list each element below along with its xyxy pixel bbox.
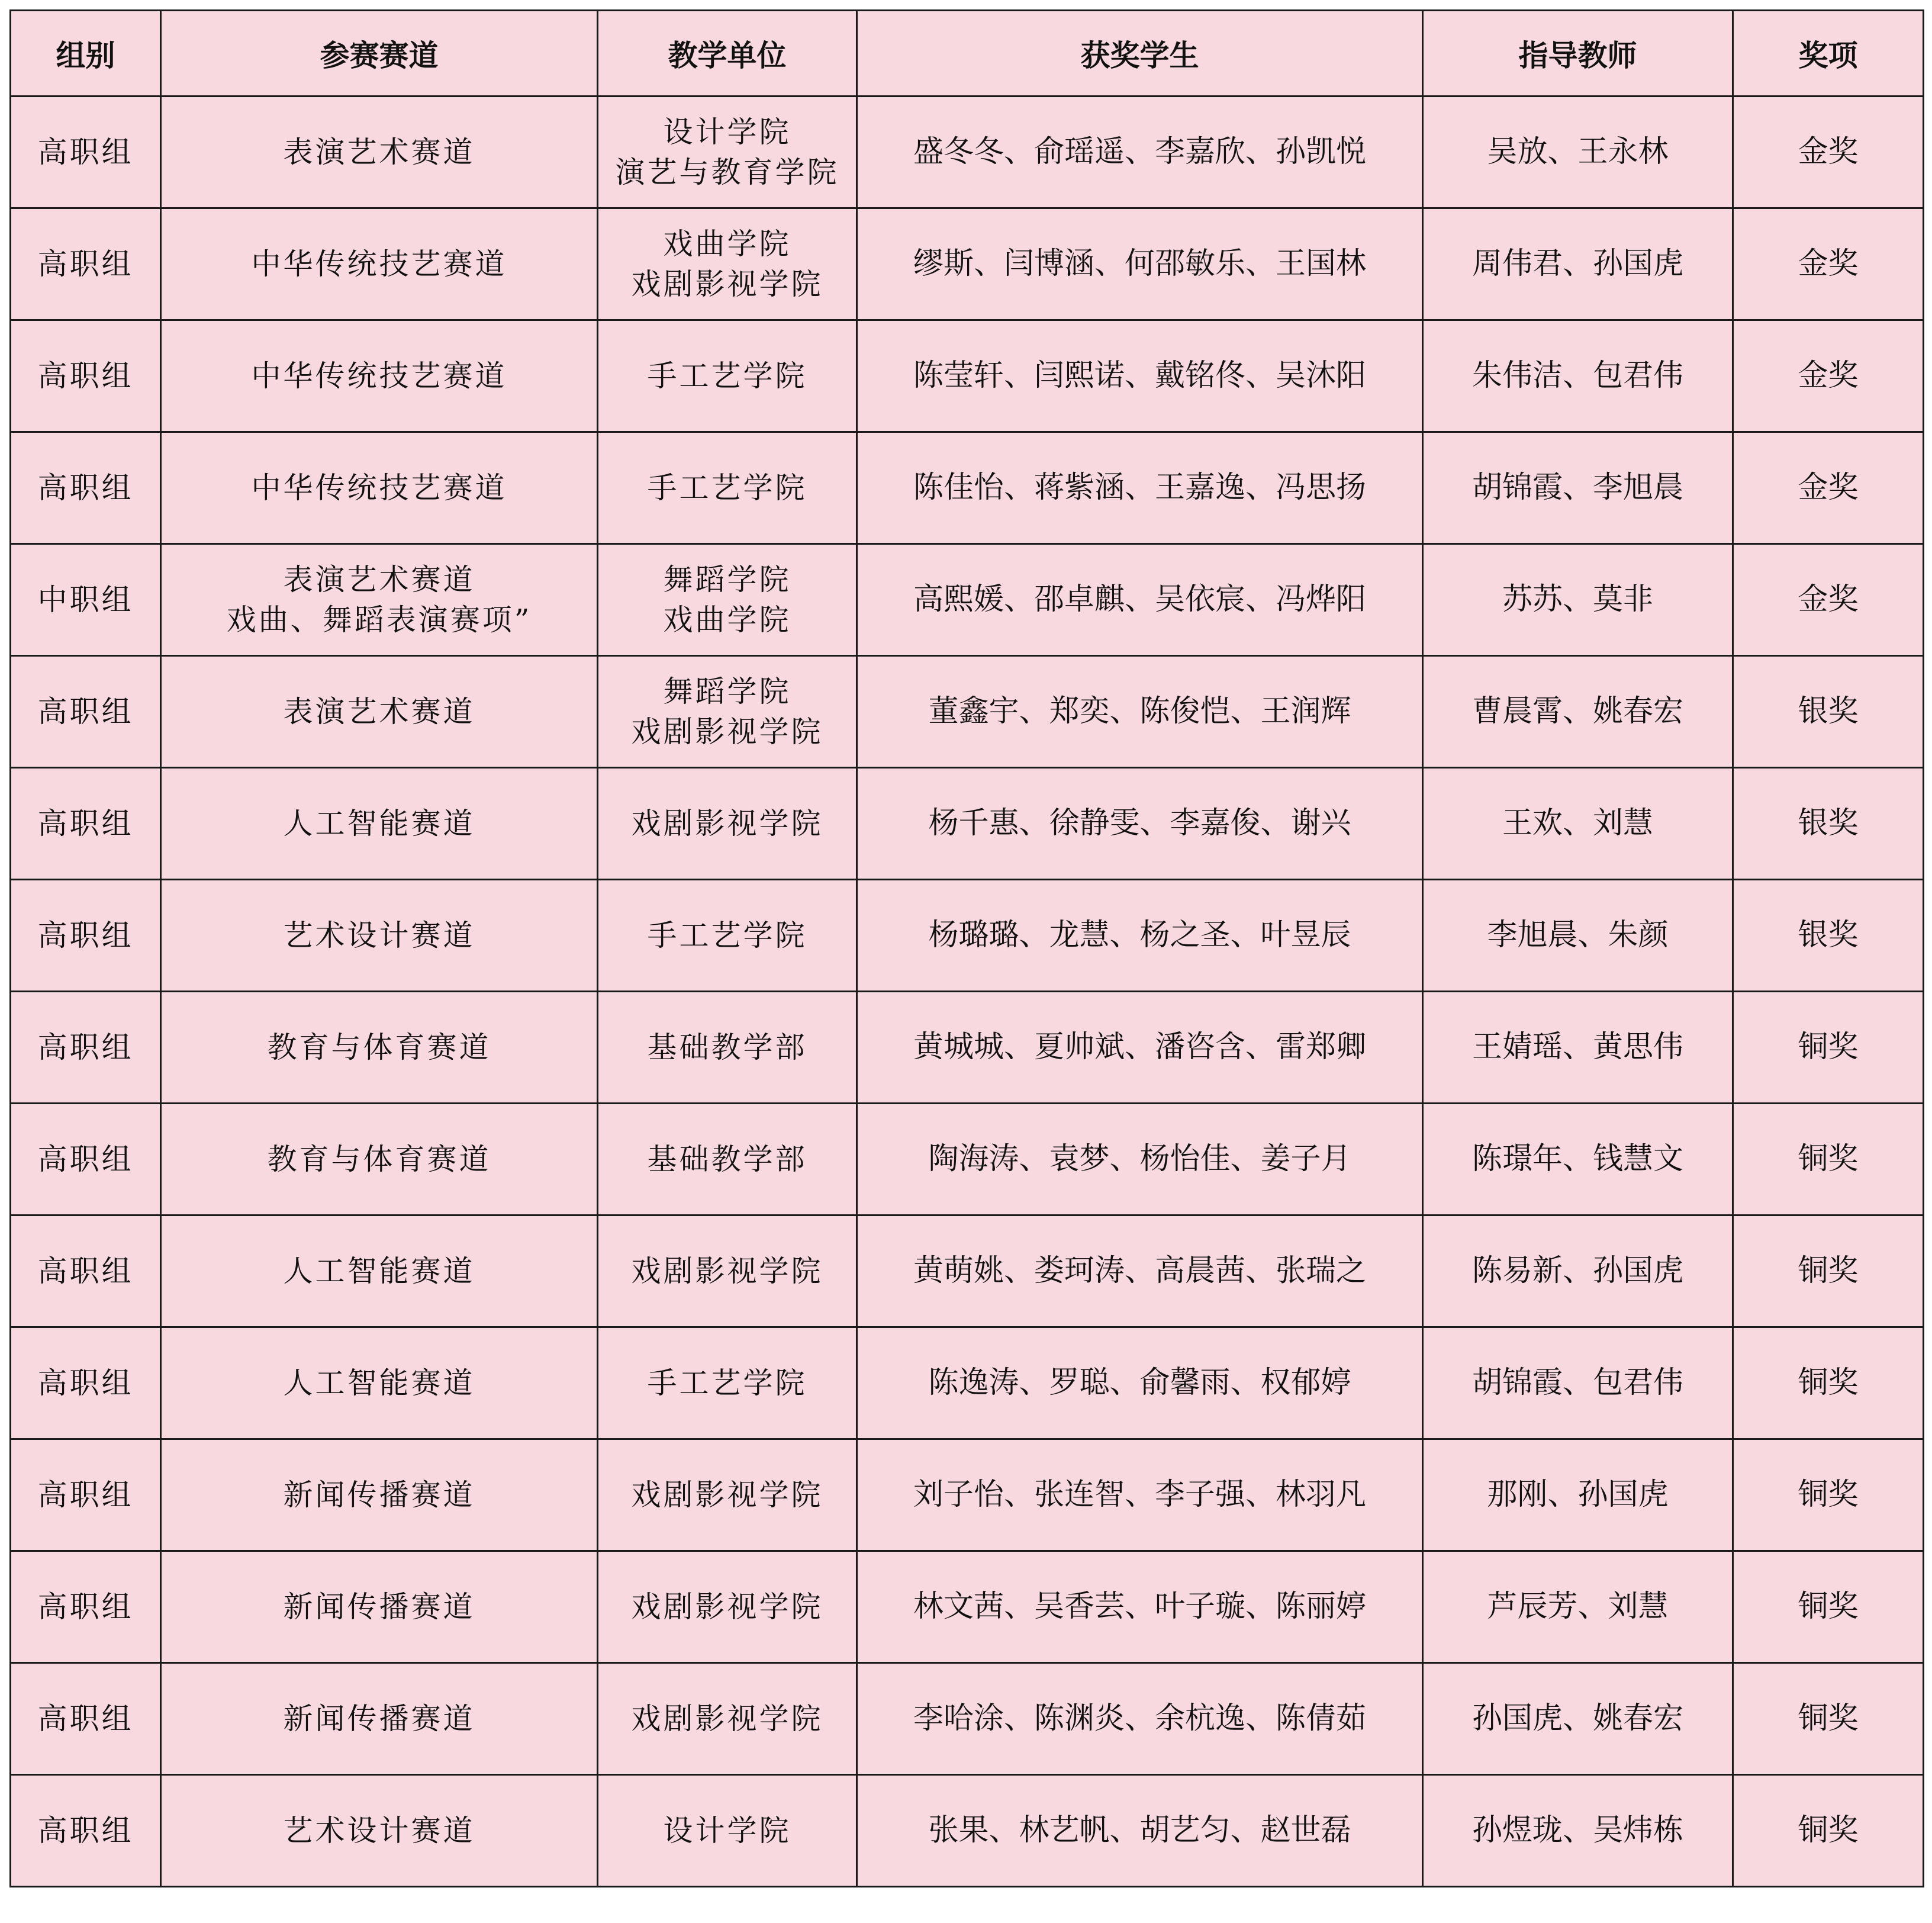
unit-cell — [598, 1551, 857, 1663]
award-cell: 金奖 — [1733, 544, 1924, 656]
group-cell: 高职组 — [11, 208, 161, 320]
track-cell — [161, 1439, 598, 1551]
teachers-cell: 胡锦霞、李旭晨 — [1423, 432, 1733, 544]
award-cell: 铜奖 — [1733, 1439, 1924, 1551]
table-row — [11, 1104, 1924, 1215]
unit-cell-line: 基础教学部 — [647, 1030, 807, 1065]
track-cell — [161, 544, 598, 656]
unit-cell — [598, 1663, 857, 1775]
unit-cell — [598, 432, 857, 544]
unit-cell — [598, 656, 857, 768]
teachers-cell: 孙煜珑、吴炜栋 — [1423, 1775, 1733, 1887]
table-row — [11, 880, 1924, 992]
group-cell: 高职组 — [11, 1439, 161, 1551]
teachers-cell: 那刚、孙国虎 — [1423, 1439, 1733, 1551]
unit-cell-line: 戏曲学院 — [663, 227, 791, 261]
table-row — [11, 432, 1924, 544]
students-cell: 林文茜、吴香芸、叶子璇、陈丽婷 — [857, 1551, 1423, 1663]
award-cell: 金奖 — [1733, 320, 1924, 432]
unit-cell-line: 舞蹈学院 — [663, 562, 791, 597]
students-cell: 陈逸涛、罗聪、俞馨雨、权郁婷 — [857, 1327, 1423, 1439]
students-cell: 盛冬冬、俞瑶遥、李嘉欣、孙凯悦 — [857, 97, 1423, 208]
table-row — [11, 1551, 1924, 1663]
unit-cell-line: 演艺与教育学院 — [615, 155, 839, 189]
table-row — [11, 992, 1924, 1104]
students-cell: 黄城城、夏帅斌、潘咨含、雷郑卿 — [857, 992, 1423, 1104]
unit-cell-line: 手工艺学院 — [647, 471, 807, 505]
unit-cell — [598, 880, 857, 992]
group-cell: 高职组 — [11, 1104, 161, 1215]
table-row — [11, 1327, 1924, 1439]
track-cell — [161, 656, 598, 768]
track-cell-line: 中华传统技艺赛道 — [251, 359, 507, 393]
table-body — [11, 97, 1924, 1887]
unit-cell-line: 手工艺学院 — [647, 1366, 807, 1400]
group-cell: 高职组 — [11, 97, 161, 208]
unit-cell — [598, 1439, 857, 1551]
students-cell: 陶海涛、袁梦、杨怡佳、姜子月 — [857, 1104, 1423, 1215]
teachers-cell: 吴放、王永林 — [1423, 97, 1733, 208]
award-cell: 银奖 — [1733, 656, 1924, 768]
students-cell: 张果、林艺帆、胡艺匀、赵世磊 — [857, 1775, 1423, 1887]
track-cell — [161, 1551, 598, 1663]
track-cell-line: 新闻传播赛道 — [283, 1478, 475, 1512]
unit-cell-line: 舞蹈学院 — [663, 674, 791, 709]
unit-cell — [598, 97, 857, 208]
unit-cell — [598, 992, 857, 1104]
award-cell: 铜奖 — [1733, 1327, 1924, 1439]
header-teachers: 指导教师 — [1423, 11, 1733, 97]
teachers-cell: 陈璟年、钱慧文 — [1423, 1104, 1733, 1215]
unit-cell — [598, 768, 857, 880]
track-cell-line: 表演艺术赛道 — [283, 135, 475, 169]
track-cell-line: 教育与体育赛道 — [267, 1142, 491, 1176]
award-cell: 铜奖 — [1733, 1551, 1924, 1663]
track-cell-line: 表演艺术赛道 — [283, 694, 475, 729]
unit-cell — [598, 320, 857, 432]
track-cell-line: 戏曲、舞蹈表演赛项” — [226, 603, 532, 637]
unit-cell-line: 戏剧影视学院 — [631, 715, 823, 749]
table-row — [11, 1663, 1924, 1775]
unit-cell-line: 戏剧影视学院 — [631, 1590, 823, 1624]
students-cell: 高熙媛、邵卓麒、吴依宸、冯烨阳 — [857, 544, 1423, 656]
group-cell: 高职组 — [11, 1663, 161, 1775]
teachers-cell: 王婧瑶、黄思伟 — [1423, 992, 1733, 1104]
header-unit: 教学单位 — [598, 11, 857, 97]
awards-table — [9, 9, 1924, 1887]
track-cell-line: 新闻传播赛道 — [283, 1590, 475, 1624]
header-group: 组别 — [11, 11, 161, 97]
track-cell-line: 新闻传播赛道 — [283, 1702, 475, 1736]
award-cell: 金奖 — [1733, 208, 1924, 320]
track-cell-line: 教育与体育赛道 — [267, 1030, 491, 1065]
group-cell: 高职组 — [11, 992, 161, 1104]
group-cell: 高职组 — [11, 880, 161, 992]
unit-cell-line: 戏剧影视学院 — [631, 267, 823, 301]
teachers-cell: 周伟君、孙国虎 — [1423, 208, 1733, 320]
unit-cell-line: 设计学院 — [663, 115, 791, 149]
track-cell-line: 中华传统技艺赛道 — [251, 471, 507, 505]
unit-cell-line: 戏剧影视学院 — [631, 806, 823, 841]
students-cell: 董鑫宇、郑奕、陈俊恺、王润辉 — [857, 656, 1423, 768]
table-row — [11, 208, 1924, 320]
unit-cell-line: 手工艺学院 — [647, 359, 807, 393]
teachers-cell: 李旭晨、朱颜 — [1423, 880, 1733, 992]
group-cell: 高职组 — [11, 320, 161, 432]
track-cell — [161, 432, 598, 544]
teachers-cell: 芦辰芳、刘慧 — [1423, 1551, 1733, 1663]
students-cell: 李哈涂、陈渊炎、余杭逸、陈倩茹 — [857, 1663, 1423, 1775]
unit-cell-line: 戏剧影视学院 — [631, 1702, 823, 1736]
unit-cell — [598, 1327, 857, 1439]
track-cell — [161, 320, 598, 432]
track-cell — [161, 208, 598, 320]
teachers-cell: 王欢、刘慧 — [1423, 768, 1733, 880]
track-cell — [161, 1663, 598, 1775]
track-cell-line: 艺术设计赛道 — [283, 918, 475, 953]
students-cell: 杨璐璐、龙慧、杨之圣、叶昱辰 — [857, 880, 1423, 992]
teachers-cell: 朱伟洁、包君伟 — [1423, 320, 1733, 432]
teachers-cell: 胡锦霞、包君伟 — [1423, 1327, 1733, 1439]
group-cell: 高职组 — [11, 432, 161, 544]
teachers-cell: 苏苏、莫非 — [1423, 544, 1733, 656]
award-cell: 铜奖 — [1733, 1663, 1924, 1775]
group-cell: 中职组 — [11, 544, 161, 656]
award-cell: 银奖 — [1733, 880, 1924, 992]
award-cell: 金奖 — [1733, 432, 1924, 544]
track-cell — [161, 1215, 598, 1327]
students-cell: 缪斯、闫博涵、何邵敏乐、王国林 — [857, 208, 1423, 320]
unit-cell — [598, 1775, 857, 1887]
unit-cell-line: 戏剧影视学院 — [631, 1478, 823, 1512]
students-cell: 刘子怡、张连智、李子强、林羽凡 — [857, 1439, 1423, 1551]
award-cell: 金奖 — [1733, 97, 1924, 208]
table-row — [11, 320, 1924, 432]
unit-cell — [598, 208, 857, 320]
students-cell: 陈莹轩、闫熙诺、戴铭佟、吴沐阳 — [857, 320, 1423, 432]
unit-cell — [598, 544, 857, 656]
award-cell: 铜奖 — [1733, 1215, 1924, 1327]
table-row — [11, 656, 1924, 768]
group-cell: 高职组 — [11, 1327, 161, 1439]
unit-cell-line: 戏剧影视学院 — [631, 1254, 823, 1288]
track-cell-line: 艺术设计赛道 — [283, 1813, 475, 1848]
table-row — [11, 544, 1924, 656]
track-cell-line: 人工智能赛道 — [283, 806, 475, 841]
table-row — [11, 1775, 1924, 1887]
track-cell — [161, 992, 598, 1104]
track-cell-line: 中华传统技艺赛道 — [251, 247, 507, 281]
unit-cell-line: 基础教学部 — [647, 1142, 807, 1176]
track-cell-line: 人工智能赛道 — [283, 1366, 475, 1400]
teachers-cell: 曹晨霄、姚春宏 — [1423, 656, 1733, 768]
award-cell: 铜奖 — [1733, 1104, 1924, 1215]
header-award: 奖项 — [1733, 11, 1924, 97]
track-cell — [161, 1327, 598, 1439]
unit-cell-line: 手工艺学院 — [647, 918, 807, 953]
group-cell: 高职组 — [11, 768, 161, 880]
track-cell — [161, 1104, 598, 1215]
header-track: 参赛赛道 — [161, 11, 598, 97]
teachers-cell: 孙国虎、姚春宏 — [1423, 1663, 1733, 1775]
track-cell — [161, 97, 598, 208]
track-cell-line: 人工智能赛道 — [283, 1254, 475, 1288]
unit-cell — [598, 1104, 857, 1215]
unit-cell-line: 设计学院 — [663, 1813, 791, 1848]
header-students: 获奖学生 — [857, 11, 1423, 97]
award-cell: 铜奖 — [1733, 1775, 1924, 1887]
header-row — [11, 11, 1924, 97]
unit-cell-line: 戏曲学院 — [663, 603, 791, 637]
group-cell: 高职组 — [11, 656, 161, 768]
unit-cell — [598, 1215, 857, 1327]
track-cell — [161, 768, 598, 880]
group-cell: 高职组 — [11, 1775, 161, 1887]
award-cell: 银奖 — [1733, 768, 1924, 880]
table-row — [11, 1215, 1924, 1327]
teachers-cell: 陈易新、孙国虎 — [1423, 1215, 1733, 1327]
track-cell — [161, 1775, 598, 1887]
table-row — [11, 768, 1924, 880]
award-cell: 铜奖 — [1733, 992, 1924, 1104]
students-cell: 杨千惠、徐静雯、李嘉俊、谢兴 — [857, 768, 1423, 880]
table-row — [11, 1439, 1924, 1551]
group-cell: 高职组 — [11, 1551, 161, 1663]
table-row — [11, 97, 1924, 208]
track-cell — [161, 880, 598, 992]
students-cell: 黄萌姚、娄珂涛、高晨茜、张瑞之 — [857, 1215, 1423, 1327]
students-cell: 陈佳怡、蒋紫涵、王嘉逸、冯思扬 — [857, 432, 1423, 544]
group-cell: 高职组 — [11, 1215, 161, 1327]
track-cell-line: 表演艺术赛道 — [283, 562, 475, 597]
